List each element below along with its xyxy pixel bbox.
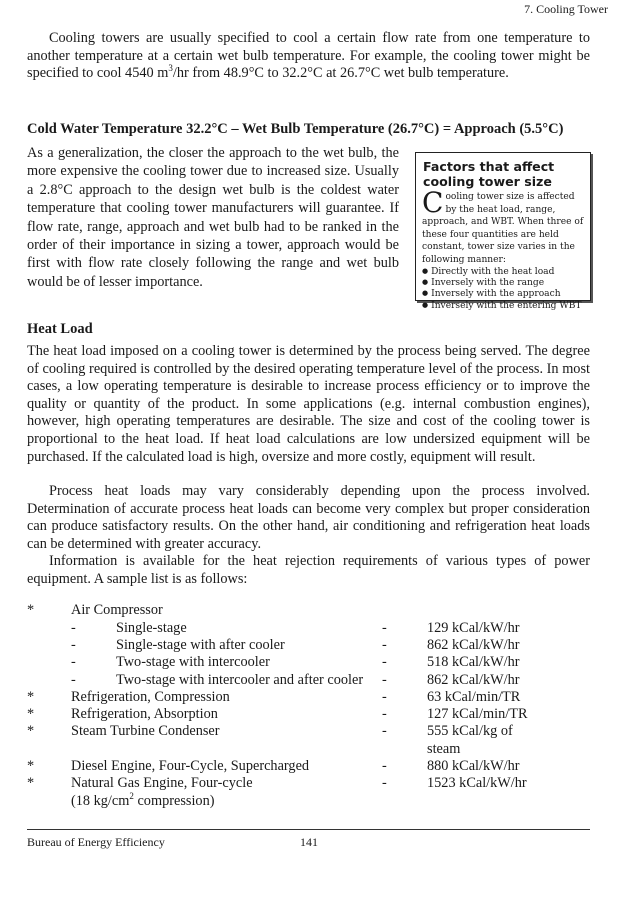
- list-item: - Single-stage with after cooler - 862 kCal/kW/hr: [71, 637, 520, 653]
- factors-sidebox: [415, 152, 591, 311]
- sidebox-list: [422, 267, 584, 313]
- list-item: * Natural Gas Engine, Four-cycle - 1523 kCal/kW/hr: [27, 775, 527, 791]
- compression-note: (18 $kg/cm^2$ compression): [71, 791, 215, 809]
- footer-divider: [27, 829, 590, 830]
- list-item: steam: [427, 741, 461, 757]
- sidebox-item: ● Inversely with the entering WBT: [422, 301, 584, 312]
- list-item: * Diesel Engine, Four-Cycle, Supercharged - 880 kCal/kW/hr: [27, 758, 520, 774]
- list-item: * Refrigeration, Compression - 63 kCal/min/TR: [27, 689, 521, 705]
- list-item: - Two-stage with intercooler - 518 kCal/kW/hr: [71, 654, 520, 670]
- list-item: * Steam Turbine Condenser - 555 kCal/kg of: [27, 723, 513, 739]
- sidebox-item: ● Directly with the heat load: [422, 267, 584, 278]
- list-item: * Refrigeration, Absorption - 127 kCal/min/TR: [27, 706, 528, 722]
- list-item: - Two-stage with intercooler and after cooler - 862 kCal/kW/hr: [71, 672, 520, 688]
- running-header: 7. Cooling Tower: [524, 2, 608, 16]
- sidebox-item: ● Inversely with the approach: [422, 289, 584, 300]
- sidebox-title: Factors that affect cooling tower size: [423, 159, 555, 189]
- heat-load-heading: Heat Load: [27, 321, 93, 337]
- footer-publisher: Bureau of Energy Efficiency: [27, 835, 165, 849]
- sidebox-body: Cooling tower size is affected by the heat load, range, approach, and WBT. When three of these four quantities are held constant, tower size varies in the following manner: ● Directly with the heat load ● Inversely with the range ● Inversely with the approach ● Inversely with the entering WBT: [422, 191, 584, 312]
- sidebox-item: ● Inversely with the range: [422, 278, 584, 289]
- approach-paragraph: As a generalization, the closer the approach to the wet bulb, the more expensive the cooling tower due to increased size. Usually a 2.8°C approach to the design wet bulb is the coldest water temperature that cooling tower manufacturers will guarantee. If flow rate, range, approach and wet bulb had to be ranked in the order of their importance in sizing a tower, approach would be first with flow rate closely following the range and wet bulb would be of lesser importance.: [27, 145, 399, 290]
- list-item: * Air Compressor: [27, 602, 163, 618]
- intro-paragraph: Cooling towers are usually specified to cool a certain flow rate from one temperature to another temperature at a certain wet bulb temperature. For example, the cooling tower might be specified to cool 4540 $m^3/hr$ from 48.9°C to 32.2°C at 26.7°C wet bulb temperature.: [27, 30, 590, 82]
- page-number: 141: [300, 835, 318, 849]
- sidebox-drop-cap: C: [422, 186, 444, 219]
- heat-load-paragraph-3: Information is available for the heat rejection requirements of various types of power equipment. A sample list is as follows:: [27, 553, 590, 587]
- heat-load-paragraph-1: The heat load imposed on a cooling tower is determined by the process being served. The degree of cooling required is controlled by the desired operating temperature level of the process. In most cases, a low operating temperature is desirable to increase process efficiency or to improve the quality or quantity of the product. In some applications (e.g. internal combustion engines), however, high operating temperatures are desirable. The size and cost of the cooling tower is proportional to the heat load. If heat load calculations are low undersized equipment will be purchased. If the calculated load is high, oversize and more costly, equipment will result.: [27, 343, 590, 465]
- heat-load-paragraph-2: Process heat loads may vary considerably depending upon the process involved. Determination of accurate process heat loads can become very complex but proper consideration can produce satisfactory results. On the other hand, air conditioning and refrigeration heat loads can be determined with greater accuracy.: [27, 483, 590, 552]
- approach-heading: Cold Water Temperature 32.2°C – Wet Bulb Temperature (26.7°C) = Approach (5.5°C): [27, 121, 564, 137]
- list-item: - Single-stage - 129 kCal/kW/hr: [71, 620, 520, 636]
